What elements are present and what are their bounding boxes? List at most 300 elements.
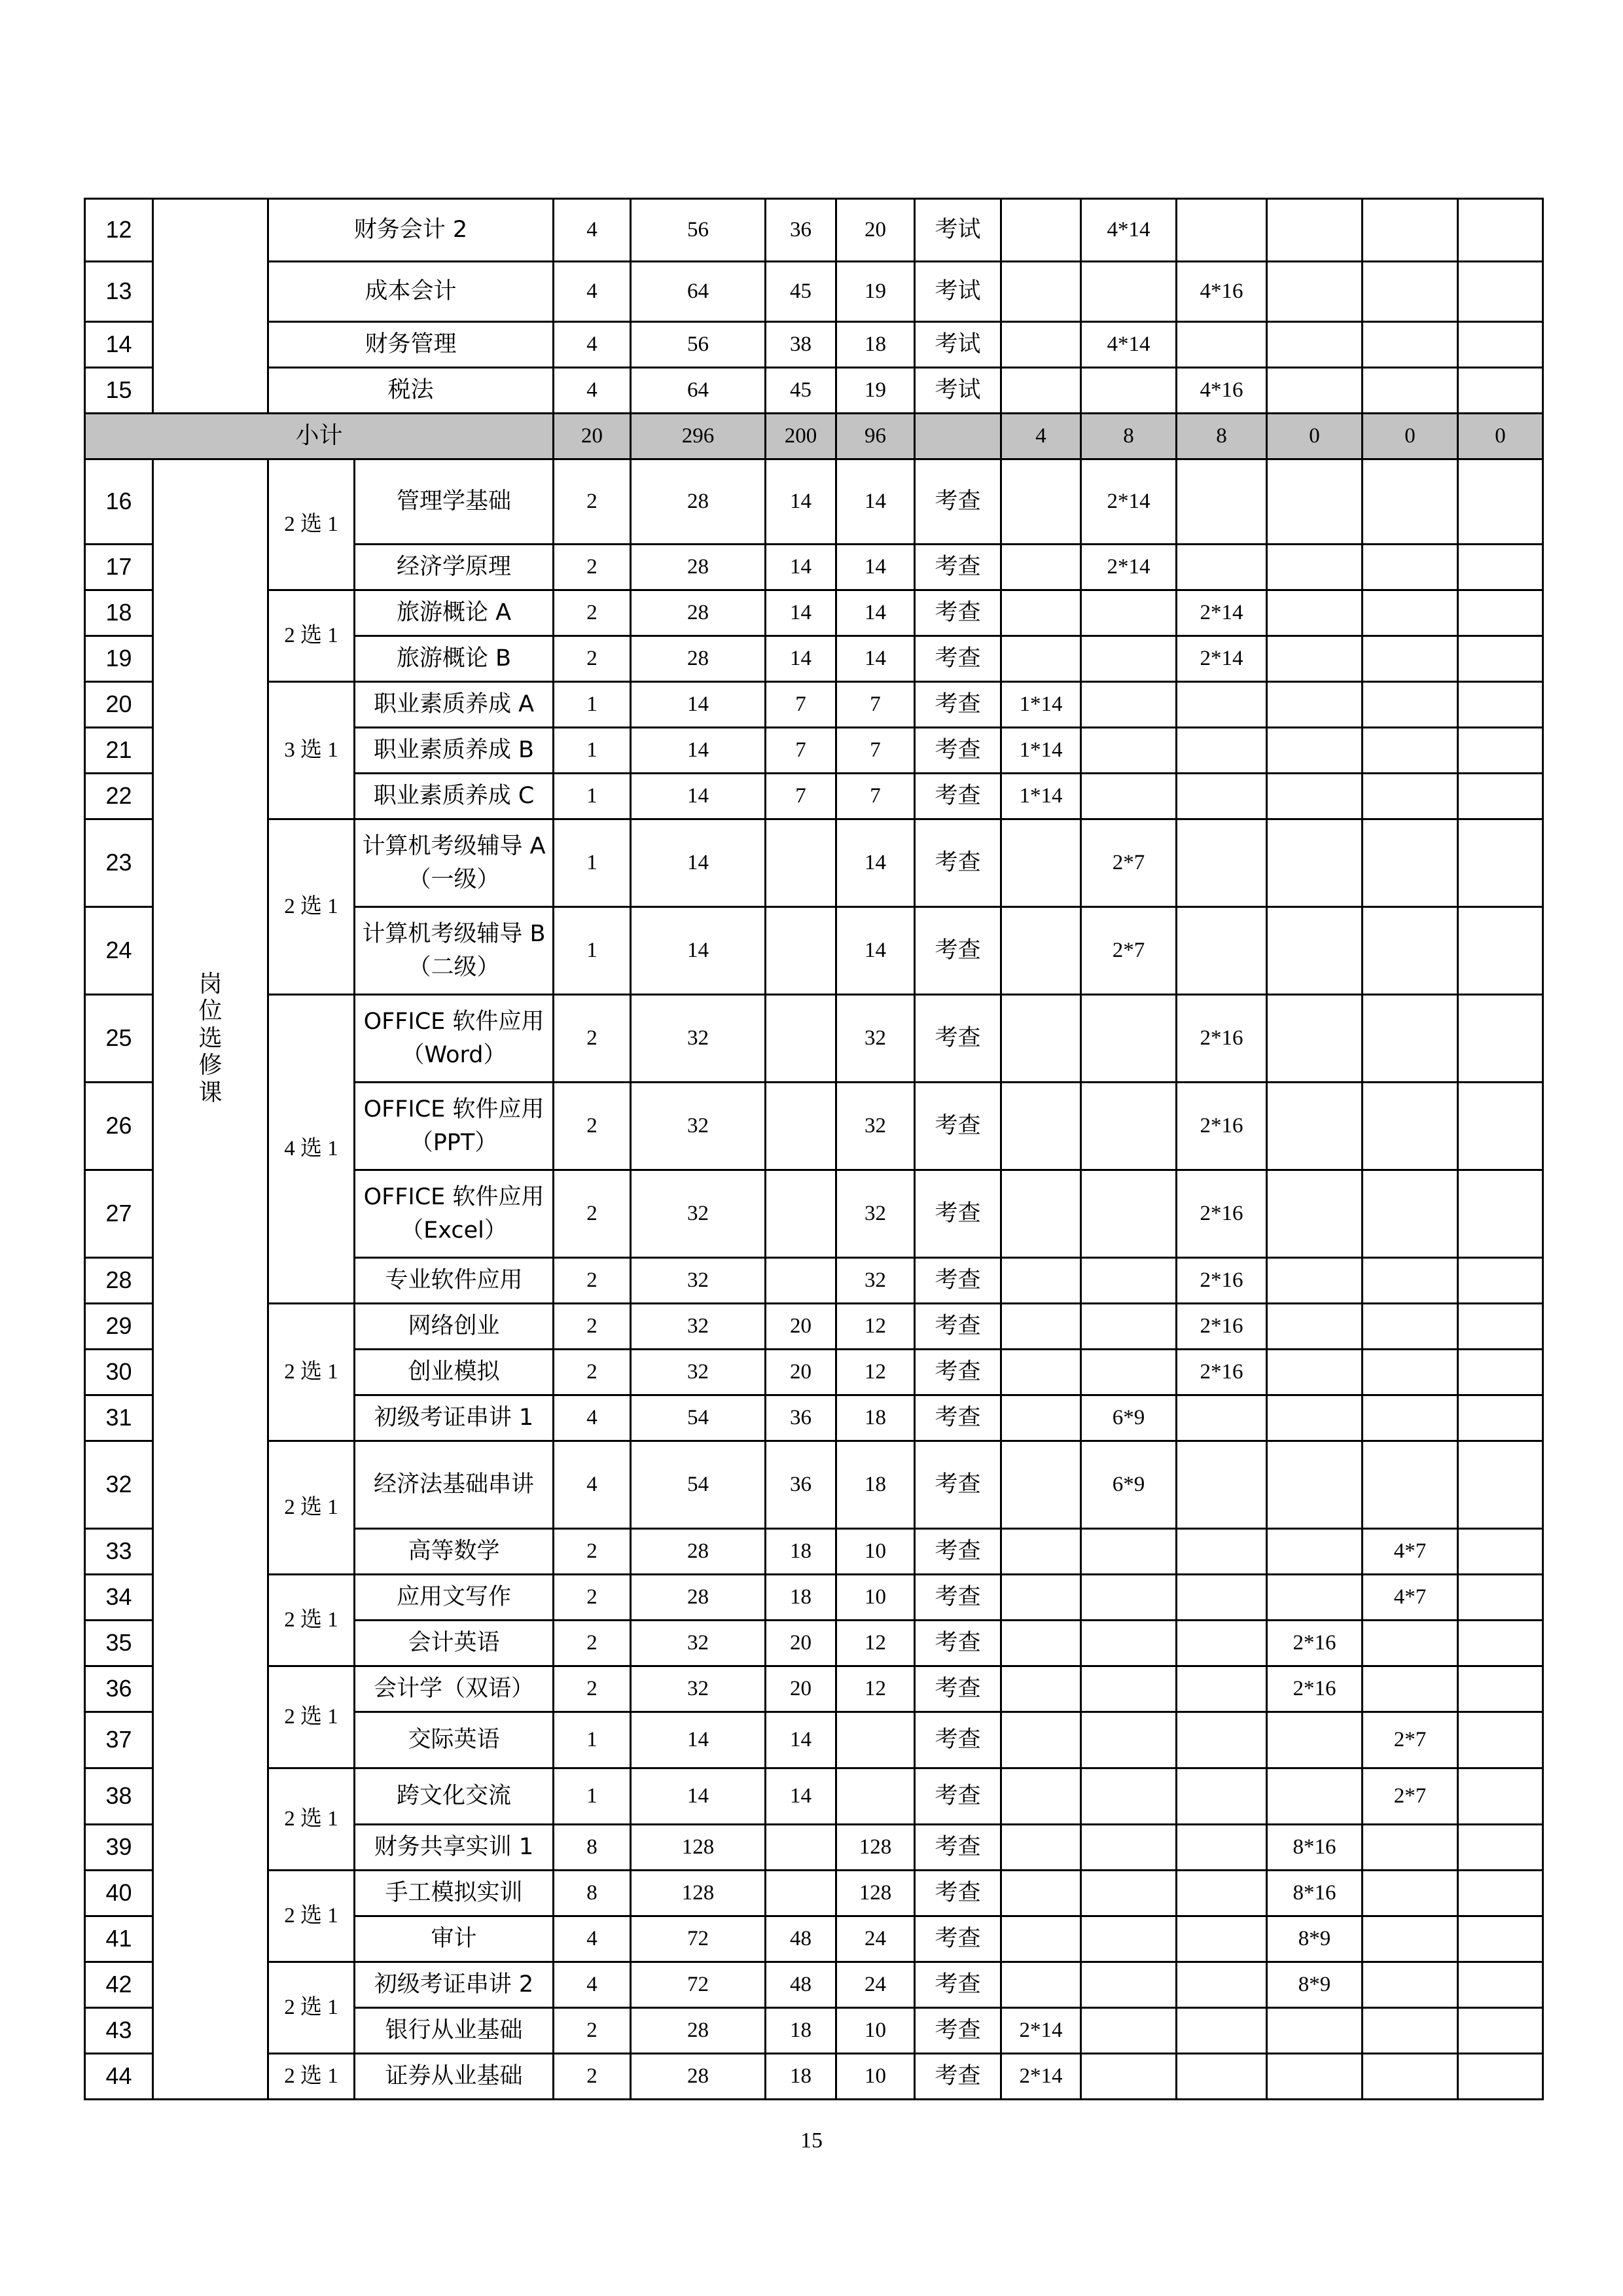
cell-theory: 18 — [766, 1575, 836, 1621]
table-row — [85, 590, 1543, 636]
cell-s5: 4*7 — [1363, 1575, 1458, 1621]
cell-credits: 4 — [554, 262, 631, 322]
cell-practice: 19 — [836, 368, 915, 414]
table-row — [85, 1768, 1543, 1825]
table-row — [85, 1304, 1543, 1350]
course-no: 22 — [85, 774, 153, 819]
cell-theory: 45 — [766, 262, 836, 322]
cell-s2 — [1081, 1575, 1177, 1621]
cell-hours: 54 — [631, 1395, 766, 1441]
cell-s4 — [1267, 262, 1363, 322]
cell-s5 — [1363, 1350, 1458, 1395]
cell-theory: 20 — [766, 1304, 836, 1350]
cell-exam: 考查 — [915, 1258, 1001, 1304]
cell-s4 — [1267, 1170, 1363, 1258]
cell-s5 — [1363, 459, 1458, 545]
course-name: 职业素质养成 A — [355, 682, 554, 728]
cell-s1 — [1001, 1825, 1081, 1871]
subtotal-value: 200 — [766, 414, 836, 459]
course-name: 财务共享实训 1 — [355, 1825, 554, 1871]
cell-credits: 4 — [554, 368, 631, 414]
elective-group-label: 2 选 1 — [268, 1962, 355, 2054]
cell-s6 — [1458, 2008, 1543, 2054]
cell-s4: 2*16 — [1267, 1666, 1363, 1712]
cell-credits: 1 — [554, 682, 631, 728]
cell-exam: 考查 — [915, 995, 1001, 1083]
course-no: 30 — [85, 1350, 153, 1395]
cell-theory: 36 — [766, 199, 836, 262]
cell-s4 — [1267, 1441, 1363, 1529]
cell-s1 — [1001, 1712, 1081, 1768]
cell-s3 — [1177, 459, 1267, 545]
cell-credits: 2 — [554, 1666, 631, 1712]
cell-s1 — [1001, 368, 1081, 414]
cell-s4 — [1267, 1350, 1363, 1395]
cell-s2 — [1081, 1304, 1177, 1350]
cell-theory: 14 — [766, 590, 836, 636]
cell-theory: 14 — [766, 459, 836, 545]
cell-hours: 128 — [631, 1825, 766, 1871]
cell-s1 — [1001, 995, 1081, 1083]
elective-group-label: 2 选 1 — [268, 1871, 355, 1962]
subtotal-value: 0 — [1363, 414, 1458, 459]
cell-s5 — [1363, 682, 1458, 728]
category-label — [153, 459, 268, 2100]
subtotal-label: 小计 — [85, 414, 554, 459]
cell-s4 — [1267, 995, 1363, 1083]
cell-s5 — [1363, 2054, 1458, 2100]
cell-exam: 考查 — [915, 636, 1001, 682]
cell-exam: 考查 — [915, 1441, 1001, 1529]
course-name: 经济法基础串讲 — [355, 1441, 554, 1529]
cell-practice: 32 — [836, 1258, 915, 1304]
cell-exam: 考试 — [915, 262, 1001, 322]
cell-exam: 考查 — [915, 1916, 1001, 1962]
cell-hours: 32 — [631, 995, 766, 1083]
cell-practice — [836, 1768, 915, 1825]
course-no: 26 — [85, 1083, 153, 1170]
cell-practice: 14 — [836, 819, 915, 907]
cell-s2 — [1081, 1768, 1177, 1825]
cell-exam: 考查 — [915, 2054, 1001, 2100]
table-row — [85, 995, 1543, 1083]
cell-s6 — [1458, 1529, 1543, 1575]
course-name: 应用文写作 — [355, 1575, 554, 1621]
cell-s4 — [1267, 819, 1363, 907]
cell-s1 — [1001, 1962, 1081, 2008]
cell-practice: 19 — [836, 262, 915, 322]
cell-s3: 4*16 — [1177, 368, 1267, 414]
cell-practice: 7 — [836, 728, 915, 774]
cell-practice: 14 — [836, 907, 915, 995]
cell-theory: 20 — [766, 1666, 836, 1712]
cell-hours: 14 — [631, 728, 766, 774]
cell-s6 — [1458, 1621, 1543, 1666]
cell-practice: 18 — [836, 1395, 915, 1441]
cell-s1 — [1001, 1350, 1081, 1395]
cell-s6 — [1458, 995, 1543, 1083]
cell-s1 — [1001, 907, 1081, 995]
cell-s6 — [1458, 1666, 1543, 1712]
cell-credits: 1 — [554, 819, 631, 907]
cell-s1 — [1001, 1666, 1081, 1712]
cell-s1 — [1001, 590, 1081, 636]
cell-s5 — [1363, 1825, 1458, 1871]
cell-credits: 2 — [554, 1258, 631, 1304]
cell-credits: 1 — [554, 1768, 631, 1825]
cell-practice: 32 — [836, 995, 915, 1083]
cell-credits: 1 — [554, 774, 631, 819]
cell-hours: 28 — [631, 2054, 766, 2100]
course-name: 网络创业 — [355, 1304, 554, 1350]
cell-credits: 2 — [554, 1170, 631, 1258]
cell-s1 — [1001, 322, 1081, 368]
cell-s1: 1*14 — [1001, 774, 1081, 819]
cell-s5: 4*7 — [1363, 1529, 1458, 1575]
cell-s6 — [1458, 368, 1543, 414]
cell-hours: 32 — [631, 1083, 766, 1170]
cell-s6 — [1458, 322, 1543, 368]
course-name: 交际英语 — [355, 1712, 554, 1768]
cell-s4 — [1267, 2054, 1363, 2100]
cell-exam: 考查 — [915, 1712, 1001, 1768]
cell-s2: 2*14 — [1081, 545, 1177, 590]
cell-s3 — [1177, 2008, 1267, 2054]
cell-s3 — [1177, 1395, 1267, 1441]
cell-s5 — [1363, 1395, 1458, 1441]
course-schedule-table — [84, 198, 1544, 2100]
cell-hours: 28 — [631, 636, 766, 682]
cell-credits: 2 — [554, 636, 631, 682]
cell-s6 — [1458, 907, 1543, 995]
cell-exam: 考查 — [915, 1871, 1001, 1916]
cell-theory: 36 — [766, 1395, 836, 1441]
cell-credits: 8 — [554, 1871, 631, 1916]
cell-s6 — [1458, 262, 1543, 322]
course-no: 38 — [85, 1768, 153, 1825]
cell-exam: 考试 — [915, 368, 1001, 414]
cell-s3 — [1177, 1441, 1267, 1529]
cell-s6 — [1458, 1575, 1543, 1621]
course-no: 14 — [85, 322, 153, 368]
cell-credits: 4 — [554, 1916, 631, 1962]
elective-group-label: 2 选 1 — [268, 1666, 355, 1768]
cell-credits: 2 — [554, 1529, 631, 1575]
cell-s6 — [1458, 728, 1543, 774]
course-name: OFFICE 软件应用（Word） — [355, 995, 554, 1083]
cell-s3 — [1177, 1575, 1267, 1621]
cell-s3 — [1177, 1916, 1267, 1962]
cell-s3 — [1177, 1768, 1267, 1825]
cell-s1: 1*14 — [1001, 682, 1081, 728]
cell-s1 — [1001, 1575, 1081, 1621]
cell-s2 — [1081, 262, 1177, 322]
course-no: 20 — [85, 682, 153, 728]
table-row — [85, 1871, 1543, 1916]
elective-group-label: 2 选 1 — [268, 1441, 355, 1575]
cell-s6 — [1458, 1871, 1543, 1916]
course-name: 税法 — [268, 368, 554, 414]
course-name: 经济学原理 — [355, 545, 554, 590]
cell-practice: 14 — [836, 636, 915, 682]
cell-s6 — [1458, 1825, 1543, 1871]
cell-credits: 4 — [554, 1962, 631, 2008]
cell-s4: 8*9 — [1267, 1962, 1363, 2008]
cell-s2 — [1081, 2008, 1177, 2054]
cell-credits: 2 — [554, 1575, 631, 1621]
cell-theory: 48 — [766, 1916, 836, 1962]
cell-practice: 12 — [836, 1304, 915, 1350]
cell-s4: 8*16 — [1267, 1825, 1363, 1871]
cell-s5 — [1363, 1621, 1458, 1666]
course-no: 13 — [85, 262, 153, 322]
cell-s2 — [1081, 1962, 1177, 2008]
course-name: 会计英语 — [355, 1621, 554, 1666]
cell-theory: 14 — [766, 1768, 836, 1825]
course-name: 证券从业基础 — [355, 2054, 554, 2100]
cell-s2 — [1081, 1712, 1177, 1768]
table-row — [85, 2054, 1543, 2100]
course-no: 23 — [85, 819, 153, 907]
cell-s5 — [1363, 728, 1458, 774]
cell-s6 — [1458, 545, 1543, 590]
cell-s2 — [1081, 1871, 1177, 1916]
cell-s3 — [1177, 907, 1267, 995]
cell-s1 — [1001, 1258, 1081, 1304]
cell-s3 — [1177, 2054, 1267, 2100]
cell-practice: 12 — [836, 1621, 915, 1666]
cell-hours: 14 — [631, 1712, 766, 1768]
cell-s1 — [1001, 262, 1081, 322]
cell-s5 — [1363, 590, 1458, 636]
table-row — [85, 368, 1543, 414]
cell-s4 — [1267, 1083, 1363, 1170]
cell-s3: 2*16 — [1177, 1350, 1267, 1395]
cell-s3: 2*16 — [1177, 1083, 1267, 1170]
cell-s5 — [1363, 1962, 1458, 2008]
course-no: 32 — [85, 1441, 153, 1529]
cell-theory: 7 — [766, 682, 836, 728]
cell-s1 — [1001, 1529, 1081, 1575]
cell-credits: 2 — [554, 995, 631, 1083]
cell-practice: 128 — [836, 1871, 915, 1916]
cell-theory: 20 — [766, 1621, 836, 1666]
cell-s6 — [1458, 1962, 1543, 2008]
cell-s5 — [1363, 1441, 1458, 1529]
cell-exam: 考查 — [915, 2008, 1001, 2054]
cell-practice — [836, 1712, 915, 1768]
subtotal-value: 8 — [1081, 414, 1177, 459]
cell-s6 — [1458, 682, 1543, 728]
course-no: 31 — [85, 1395, 153, 1441]
cell-s5 — [1363, 545, 1458, 590]
cell-exam: 考查 — [915, 682, 1001, 728]
cell-exam: 考查 — [915, 1350, 1001, 1395]
course-name: 成本会计 — [268, 262, 554, 322]
course-name: OFFICE 软件应用（PPT） — [355, 1083, 554, 1170]
elective-group-label: 2 选 1 — [268, 2054, 355, 2100]
cell-s4 — [1267, 2008, 1363, 2054]
cell-hours: 56 — [631, 322, 766, 368]
cell-exam: 考查 — [915, 1170, 1001, 1258]
cell-credits: 4 — [554, 1395, 631, 1441]
cell-theory: 18 — [766, 1529, 836, 1575]
cell-s2 — [1081, 1916, 1177, 1962]
cell-practice: 128 — [836, 1825, 915, 1871]
cell-hours: 72 — [631, 1916, 766, 1962]
cell-s3: 2*16 — [1177, 1304, 1267, 1350]
cell-s6 — [1458, 1083, 1543, 1170]
elective-group-label: 2 选 1 — [268, 459, 355, 590]
cell-s3: 2*16 — [1177, 1258, 1267, 1304]
cell-s1 — [1001, 199, 1081, 262]
subtotal-value: 296 — [631, 414, 766, 459]
course-no: 12 — [85, 199, 153, 262]
cell-s3 — [1177, 728, 1267, 774]
cell-s6 — [1458, 2054, 1543, 2100]
cell-s2: 2*7 — [1081, 819, 1177, 907]
cell-s3 — [1177, 774, 1267, 819]
cell-practice: 20 — [836, 199, 915, 262]
cell-s2 — [1081, 590, 1177, 636]
cell-theory — [766, 907, 836, 995]
cell-practice: 12 — [836, 1350, 915, 1395]
cell-s3 — [1177, 1666, 1267, 1712]
cell-hours: 128 — [631, 1871, 766, 1916]
cell-s2 — [1081, 1529, 1177, 1575]
cell-s2: 2*7 — [1081, 907, 1177, 995]
cell-s5: 2*7 — [1363, 1712, 1458, 1768]
cell-s1: 2*14 — [1001, 2008, 1081, 2054]
course-no: 28 — [85, 1258, 153, 1304]
course-name: 财务会计 2 — [268, 199, 554, 262]
cell-theory — [766, 1258, 836, 1304]
cell-s4 — [1267, 368, 1363, 414]
cell-exam: 考试 — [915, 199, 1001, 262]
cell-s1 — [1001, 1083, 1081, 1170]
cell-s2 — [1081, 1825, 1177, 1871]
elective-group-label: 2 选 1 — [268, 590, 355, 682]
cell-theory: 45 — [766, 368, 836, 414]
cell-s5 — [1363, 1871, 1458, 1916]
cell-s4 — [1267, 545, 1363, 590]
cell-hours: 54 — [631, 1441, 766, 1529]
cell-practice: 32 — [836, 1083, 915, 1170]
cell-exam: 考查 — [915, 728, 1001, 774]
course-name: 管理学基础 — [355, 459, 554, 545]
cell-s1 — [1001, 1304, 1081, 1350]
cell-s4 — [1267, 728, 1363, 774]
cell-hours: 32 — [631, 1258, 766, 1304]
course-no: 34 — [85, 1575, 153, 1621]
cell-hours: 64 — [631, 262, 766, 322]
course-no: 27 — [85, 1170, 153, 1258]
cell-theory: 14 — [766, 545, 836, 590]
cell-hours: 32 — [631, 1666, 766, 1712]
cell-s5 — [1363, 1666, 1458, 1712]
page-number: 15 — [800, 2128, 823, 2153]
course-no: 41 — [85, 1916, 153, 1962]
cell-hours: 28 — [631, 1575, 766, 1621]
cell-theory: 36 — [766, 1441, 836, 1529]
cell-s4 — [1267, 459, 1363, 545]
cell-exam: 考查 — [915, 545, 1001, 590]
cell-s5 — [1363, 322, 1458, 368]
course-name: 创业模拟 — [355, 1350, 554, 1395]
course-name: 职业素质养成 C — [355, 774, 554, 819]
cell-theory: 18 — [766, 2008, 836, 2054]
cell-s4 — [1267, 1304, 1363, 1350]
cell-s2: 6*9 — [1081, 1441, 1177, 1529]
cell-s3 — [1177, 322, 1267, 368]
cell-credits: 2 — [554, 1621, 631, 1666]
cell-theory: 48 — [766, 1962, 836, 2008]
cell-s6 — [1458, 459, 1543, 545]
course-no: 16 — [85, 459, 153, 545]
cell-exam: 考查 — [915, 774, 1001, 819]
cell-s3 — [1177, 1529, 1267, 1575]
cell-s4 — [1267, 774, 1363, 819]
cell-s5 — [1363, 262, 1458, 322]
cell-s6 — [1458, 1350, 1543, 1395]
course-name: 初级考证串讲 2 — [355, 1962, 554, 2008]
cell-s5 — [1363, 1916, 1458, 1962]
course-no: 35 — [85, 1621, 153, 1666]
cell-s2 — [1081, 1666, 1177, 1712]
cell-s5 — [1363, 995, 1458, 1083]
course-no: 24 — [85, 907, 153, 995]
cell-s4 — [1267, 1712, 1363, 1768]
cell-exam: 考查 — [915, 1529, 1001, 1575]
course-no: 36 — [85, 1666, 153, 1712]
cell-credits: 2 — [554, 1350, 631, 1395]
cell-exam: 考查 — [915, 1304, 1001, 1350]
cell-s4 — [1267, 1529, 1363, 1575]
course-no: 29 — [85, 1304, 153, 1350]
cell-s3 — [1177, 199, 1267, 262]
cell-credits: 8 — [554, 1825, 631, 1871]
cell-s6 — [1458, 1395, 1543, 1441]
cell-s5 — [1363, 2008, 1458, 2054]
cell-s4: 8*9 — [1267, 1916, 1363, 1962]
cell-credits: 2 — [554, 2054, 631, 2100]
cell-s6 — [1458, 1170, 1543, 1258]
cell-s2 — [1081, 636, 1177, 682]
category-cell-blank — [153, 199, 268, 414]
cell-hours: 14 — [631, 1768, 766, 1825]
elective-group-label: 4 选 1 — [268, 995, 355, 1304]
cell-s1 — [1001, 1916, 1081, 1962]
course-name: 跨文化交流 — [355, 1768, 554, 1825]
cell-hours: 14 — [631, 682, 766, 728]
cell-exam: 考查 — [915, 907, 1001, 995]
subtotal-value: 8 — [1177, 414, 1267, 459]
cell-hours: 28 — [631, 1529, 766, 1575]
cell-s3 — [1177, 1962, 1267, 2008]
course-no: 43 — [85, 2008, 153, 2054]
cell-s4 — [1267, 1768, 1363, 1825]
cell-s2: 2*14 — [1081, 459, 1177, 545]
cell-practice: 10 — [836, 2008, 915, 2054]
course-name: OFFICE 软件应用（Excel） — [355, 1170, 554, 1258]
cell-exam: 考查 — [915, 1395, 1001, 1441]
table-row — [85, 682, 1543, 728]
elective-group-label: 2 选 1 — [268, 819, 355, 995]
elective-group-label: 2 选 1 — [268, 1575, 355, 1666]
cell-s1 — [1001, 1871, 1081, 1916]
subtotal-value: 20 — [554, 414, 631, 459]
elective-group-label: 3 选 1 — [268, 682, 355, 819]
